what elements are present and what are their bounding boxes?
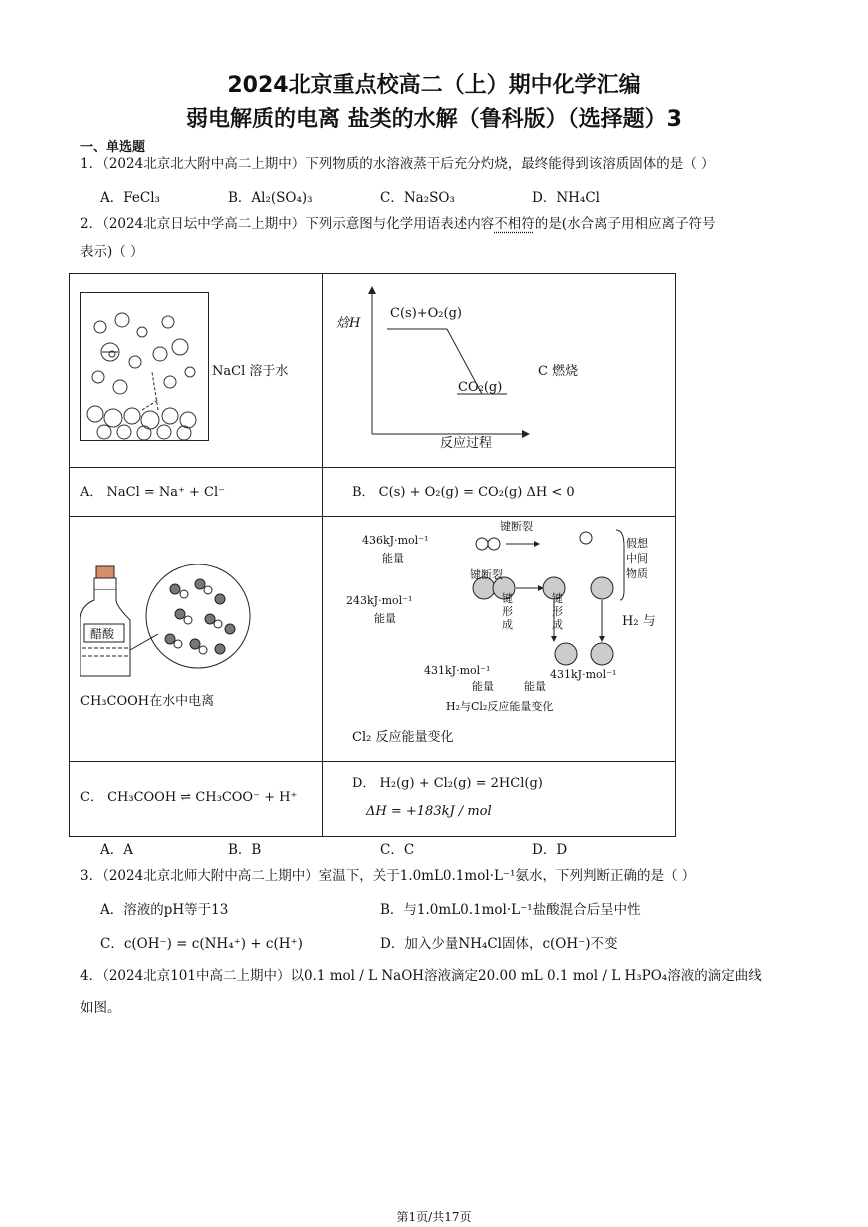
bond-form-label-1: 键形成	[502, 592, 513, 631]
energy-431-label-a: 431kJ·mol⁻¹	[424, 664, 491, 677]
equation-c: C． CH₃COOH ⇌ CH₃COO⁻ + H⁺	[80, 790, 298, 805]
question-2-stem: 2．（2024北京日坛中学高二上期中）下列示意图与化学用语表述内容不相符的是(水合离子用相应离子符号	[80, 216, 716, 232]
q3-option-b: B．与1.0mL0.1mol·L⁻¹盐酸混合后呈中性	[380, 902, 641, 918]
energy-label-4: 能量	[524, 680, 546, 693]
page-subtitle: 弱电解质的电离 盐类的水解（鲁科版）（选择题）3	[186, 107, 682, 132]
cell-d-label-b: Cl₂ 反应能量变化	[352, 730, 454, 745]
cell-d-label-a: H₂ 与	[622, 614, 656, 629]
q2-option-c: C．C	[380, 842, 415, 858]
q1-option-b: B．Al₂(SO₄)₃	[228, 190, 313, 206]
q3-option-a: A．溶液的pH等于13	[100, 902, 229, 918]
q1-option-a: A．FeCl₃	[100, 190, 160, 206]
equation-a: A． NaCl = Na⁺ + Cl⁻	[80, 485, 226, 500]
question-4-stem-cont: 如图。	[80, 1000, 121, 1016]
q2-option-a: A．A	[100, 842, 133, 858]
energy-431-label-b: 431kJ·mol⁻¹	[550, 668, 617, 681]
enthalpy-axis-label: 焓H	[336, 316, 361, 331]
energy-436-label: 436kJ·mol⁻¹	[362, 534, 429, 547]
q2-option-d: D．D	[532, 842, 568, 858]
equation-d-1: D． H₂(g) + Cl₂(g) = 2HCl(g)	[352, 776, 543, 791]
bond-form-label-2: 键形成	[552, 592, 563, 631]
q1-option-d: D．NH₄Cl	[532, 190, 600, 206]
bond-break-label-1: 键断裂	[500, 520, 533, 533]
question-2-stem-cont: 表示)（ ）	[80, 244, 144, 260]
q3-option-c: C．c(OH⁻) = c(NH₄⁺) + c(H⁺)	[100, 936, 303, 952]
combustion-label: C 燃烧	[538, 364, 579, 379]
vinegar-label: 醋酸	[90, 627, 115, 641]
diagram-caption: H₂与Cl₂反应能量变化	[446, 700, 554, 713]
question-1-stem: 1．（2024北京北大附中高二上期中）下列物质的水溶液蒸干后充分灼烧，最终能得到该溶质固体的是（ ）	[80, 156, 715, 172]
question-3-stem: 3．（2024北京北师大附中高二上期中）室温下，关于1.0mL0.1mol·L⁻¹氨水，下列判断正确的是（ ）	[80, 868, 696, 884]
question-2-table	[69, 273, 676, 837]
reaction-progress-label: 反应过程	[440, 436, 493, 451]
q2-option-b: B．B	[228, 842, 262, 858]
acetic-acid-diagram	[80, 564, 255, 679]
page-title: 2024北京重点校高二（上）期中化学汇编	[227, 73, 641, 98]
energy-label-1: 能量	[382, 552, 404, 565]
equation-b: B． C(s) + O₂(g) = CO₂(g) ΔH < 0	[352, 485, 575, 500]
energy-label-2: 能量	[374, 612, 396, 625]
page-footer: 第1页/共17页	[396, 1210, 472, 1224]
section-heading: 一、单选题	[80, 140, 146, 155]
equation-d-2: ΔH = +183kJ / mol	[366, 804, 492, 819]
hypothetical-intermediate-label: 假想中间物质	[626, 537, 648, 580]
bond-break-label-2: 键断裂	[470, 568, 503, 581]
energy-243-label: 243kJ·mol⁻¹	[346, 594, 413, 607]
q1-option-c: C．Na₂SO₃	[380, 190, 455, 206]
nacl-dissolution-diagram	[80, 292, 210, 442]
question-4-stem: 4．（2024北京101中高二上期中）以0.1 mol / L NaOH溶液滴定20.00 mL 0.1 mol / L H₃PO₄溶液的滴定曲线	[80, 968, 762, 984]
nacl-label: NaCl 溶于水	[212, 364, 289, 379]
q3-option-d: D．加入少量NH₄Cl固体，c(OH⁻)不变	[380, 936, 618, 952]
product-label: CO₂(g)	[458, 380, 503, 395]
energy-label-3: 能量	[472, 680, 494, 693]
acetic-ionization-label: CH₃COOH在水中电离	[80, 694, 215, 709]
reactants-label: C(s)+O₂(g)	[390, 306, 462, 321]
